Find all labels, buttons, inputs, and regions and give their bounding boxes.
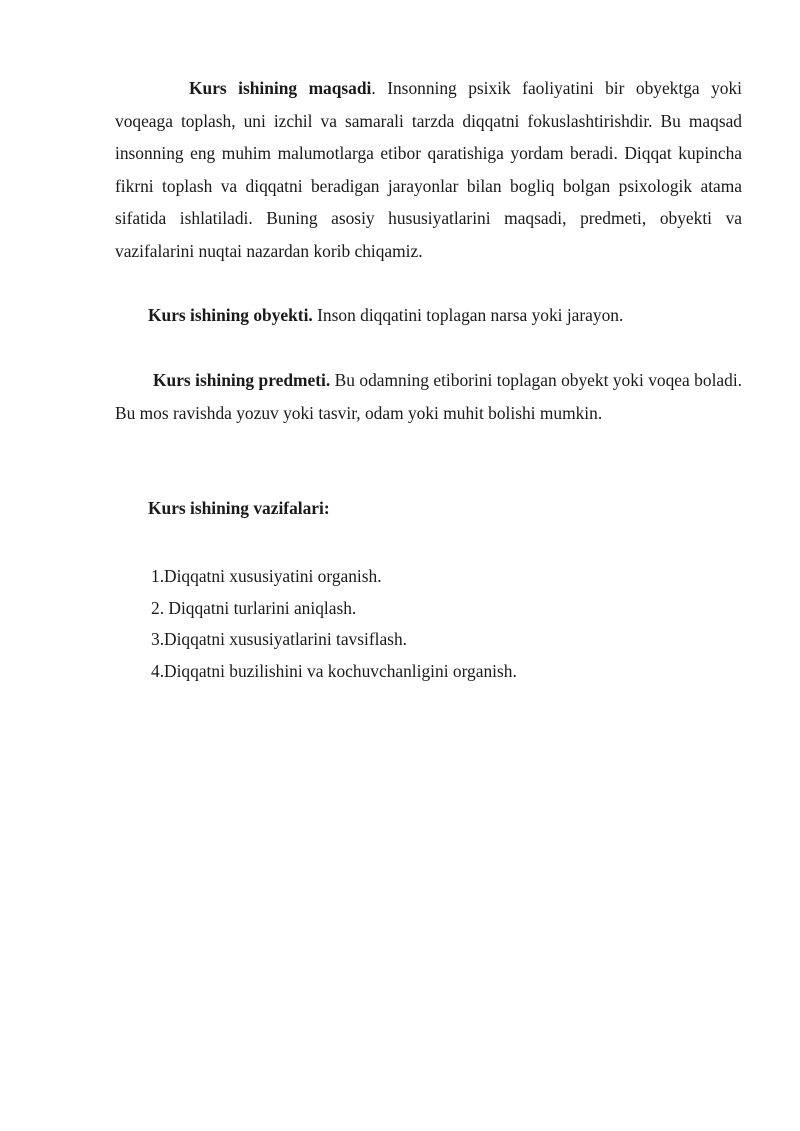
- tasks-list: [151, 561, 742, 687]
- object-label: Kurs ishining obyekti.: [148, 305, 313, 325]
- aims-text: . Insonning psixik faoliyatini bir obyektga yoki voqeaga toplash, uni izchil va samarali tarzda diqqatni fokuslashtirishdir. Bu maqsad insonning eng muhim malumotlarga etibor qaratishiga yordam beradi. Diqqat kupincha fikrni toplash va diqqatni beradigan jarayonlar bilan bogliq bolgan psixologik atama sifatida ishlatiladi. Buning asosiy hususiyatlarini maqsadi, predmeti, obyekti va vazifalarini nuqtai nazardan korib chiqamiz.: [115, 78, 742, 261]
- task-item: 3.Diqqatni xususiyatlarini tavsiflash.: [151, 629, 407, 649]
- tasks-heading: [148, 492, 742, 525]
- subject-paragraph: [115, 364, 742, 429]
- subject-label: Kurs ishining predmeti.: [153, 370, 331, 390]
- subject-text: Bu odamning etiborini toplagan obyekt yoki voqea boladi. Bu mos ravishda yozuv yoki tasvir, odam yoki muhit bolishi mumkin.: [115, 370, 743, 423]
- aims-paragraph: [115, 72, 742, 268]
- task-item: 2. Diqqatni turlarini aniqlash.: [151, 597, 357, 618]
- task-item: 1.Diqqatni xususiyatini organish.: [151, 566, 382, 586]
- task-item: 4.Diqqatni buzilishini va kochuvchanligini organish.: [151, 660, 517, 681]
- aims-label: Kurs ishining maqsadi: [189, 78, 372, 98]
- object-paragraph: [148, 299, 742, 332]
- tasks-heading-text: Kurs ishining vazifalari:: [148, 498, 330, 518]
- object-text: Inson diqqatini toplagan narsa yoki jarayon.: [312, 305, 624, 325]
